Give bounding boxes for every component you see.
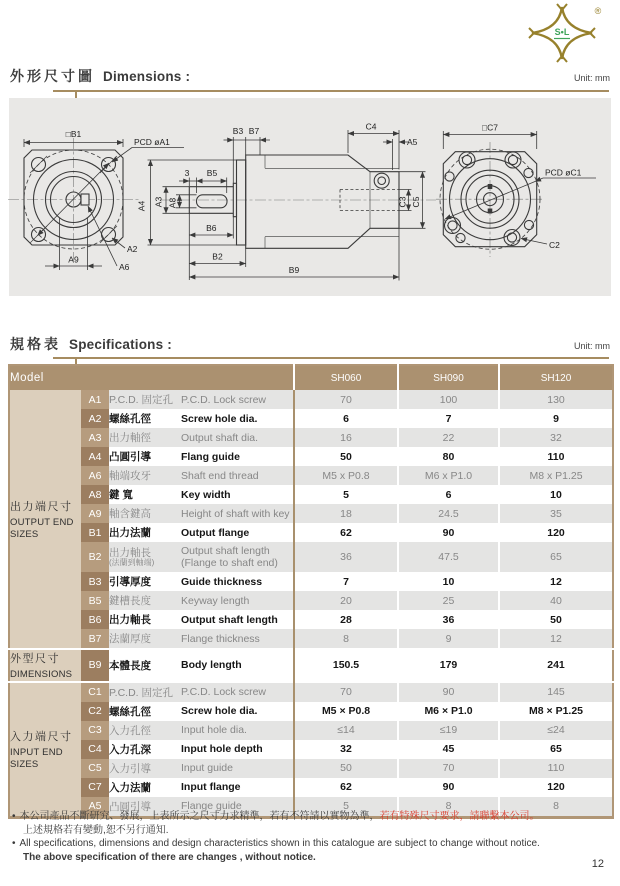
dim-label-a6: A6 bbox=[119, 262, 130, 272]
spec-row-b1 bbox=[9, 523, 613, 542]
value-sh120: 12 bbox=[499, 572, 613, 591]
row-label-zh: 出力軸徑 bbox=[109, 428, 181, 447]
value-sh090: 22 bbox=[398, 428, 499, 447]
value-sh090: 90 bbox=[398, 778, 499, 797]
spec-row-a1 bbox=[9, 390, 613, 409]
value-sh060: 8 bbox=[294, 629, 398, 649]
spec-row-b9 bbox=[9, 649, 613, 682]
row-label-en: Guide thickness bbox=[181, 572, 294, 591]
rear-view bbox=[436, 123, 596, 258]
dim-label-b9: B9 bbox=[288, 265, 300, 275]
spec-row-a4 bbox=[9, 447, 613, 466]
spec-row-b5 bbox=[9, 591, 613, 610]
row-code: A4 bbox=[81, 447, 109, 466]
value-sh120: 12 bbox=[499, 629, 613, 649]
value-sh060: 32 bbox=[294, 740, 398, 759]
value-sh120: 10 bbox=[499, 485, 613, 504]
spec-row-b2 bbox=[9, 542, 613, 572]
spec-row-c4 bbox=[9, 740, 613, 759]
row-label-zh: P.C.D. 固定孔 bbox=[109, 390, 181, 409]
row-label-zh: 鍵 寬 bbox=[109, 485, 181, 504]
value-sh060: 62 bbox=[294, 523, 398, 542]
dim-label-c2: C2 bbox=[549, 240, 560, 250]
row-label-zh: 引導厚度 bbox=[109, 572, 181, 591]
row-label-zh: 出力軸長 bbox=[109, 610, 181, 629]
spec-row-c7 bbox=[9, 778, 613, 797]
value-sh060: 36 bbox=[294, 542, 398, 572]
value-sh120: ≤24 bbox=[499, 721, 613, 740]
row-code: C3 bbox=[81, 721, 109, 740]
row-label-zh: 入力孔徑 bbox=[109, 721, 181, 740]
spec-row-b3 bbox=[9, 572, 613, 591]
value-sh060: 16 bbox=[294, 428, 398, 447]
row-label-zh: P.C.D. 固定孔 bbox=[109, 682, 181, 702]
value-sh090: 6 bbox=[398, 485, 499, 504]
row-label-en: Output shaft dia. bbox=[181, 428, 294, 447]
footer-notes bbox=[10, 810, 612, 864]
front-keyway bbox=[81, 194, 89, 205]
brand-logo bbox=[518, 2, 608, 64]
table-header-row bbox=[9, 365, 613, 390]
value-sh060: 18 bbox=[294, 504, 398, 523]
value-sh060: 5 bbox=[294, 797, 398, 818]
row-label-en: P.C.D. Lock screw bbox=[181, 390, 294, 409]
value-sh060: 70 bbox=[294, 682, 398, 702]
dim-label-b3: B3 bbox=[232, 126, 244, 136]
dim-label-a4: A4 bbox=[136, 200, 147, 212]
value-sh090: 25 bbox=[398, 591, 499, 610]
model-column-sh120: SH120 bbox=[499, 365, 613, 390]
dim-label-b1: □B1 bbox=[65, 129, 82, 139]
side-key-slot bbox=[197, 195, 228, 208]
value-sh120: 110 bbox=[499, 447, 613, 466]
note-zh-1: • 本公司產品不斷研究、發展，上表所示之尺寸力求精準，若有不符請以實物為準，若有特殊尺寸要求，請聯繫本公司。 bbox=[12, 811, 540, 822]
row-label-zh: 法蘭厚度 bbox=[109, 629, 181, 649]
value-sh060: 50 bbox=[294, 447, 398, 466]
row-code: B5 bbox=[81, 591, 109, 610]
value-sh060: 70 bbox=[294, 390, 398, 409]
dim-label-a2: A2 bbox=[127, 244, 138, 254]
value-sh120: 9 bbox=[499, 409, 613, 428]
brand-text: S•L bbox=[554, 27, 570, 37]
value-sh120: M8 × P1.25 bbox=[499, 702, 613, 721]
model-column-sh060: SH060 bbox=[294, 365, 398, 390]
dim-label-a9: A9 bbox=[68, 254, 79, 265]
row-code: B3 bbox=[81, 572, 109, 591]
value-sh060: 5 bbox=[294, 485, 398, 504]
spec-row-a8 bbox=[9, 485, 613, 504]
row-label-en: Input hole dia. bbox=[181, 721, 294, 740]
row-label-zh: 鍵槽長度 bbox=[109, 591, 181, 610]
value-sh120: 110 bbox=[499, 759, 613, 778]
row-code: C2 bbox=[81, 702, 109, 721]
model-header: Model bbox=[9, 365, 294, 390]
dim-label-b7: B7 bbox=[248, 126, 260, 136]
spec-row-c2 bbox=[9, 702, 613, 721]
dim-label-a8: A8 bbox=[167, 197, 178, 209]
row-label-en: Input guide bbox=[181, 759, 294, 778]
dim-label-a3: A3 bbox=[153, 196, 164, 208]
model-column-sh090: SH090 bbox=[398, 365, 499, 390]
group-output-end-sizes: 出力端尺寸 OUTPUT END SIZES bbox=[9, 390, 81, 649]
value-sh090: 90 bbox=[398, 523, 499, 542]
row-label-en: Screw hole dia. bbox=[181, 702, 294, 721]
row-label-zh: 凸圓引導 bbox=[109, 797, 181, 818]
value-sh120: 65 bbox=[499, 542, 613, 572]
value-sh090: ≤19 bbox=[398, 721, 499, 740]
row-label-en: Height of shaft with key bbox=[181, 504, 294, 523]
row-code: A5 bbox=[81, 797, 109, 818]
row-label-zh: 螺絲孔徑 bbox=[109, 702, 181, 721]
row-code: A3 bbox=[81, 428, 109, 447]
value-sh090: 10 bbox=[398, 572, 499, 591]
row-label-zh: 入力引導 bbox=[109, 759, 181, 778]
value-sh120: M8 x P1.25 bbox=[499, 466, 613, 485]
side-view bbox=[137, 122, 437, 281]
value-sh120: 120 bbox=[499, 778, 613, 797]
row-label-en: Output shaft length (Flange to shaft end) bbox=[181, 542, 294, 572]
row-label-zh: 凸圓引導 bbox=[109, 447, 181, 466]
row-code: B7 bbox=[81, 629, 109, 649]
dim-label-b5: B5 bbox=[206, 168, 218, 178]
specifications-table bbox=[8, 364, 614, 819]
row-label-en: Flang guide bbox=[181, 447, 294, 466]
spec-row-b7 bbox=[9, 629, 613, 649]
value-sh090: 45 bbox=[398, 740, 499, 759]
registered-mark: ® bbox=[594, 6, 602, 16]
row-label-en: Output shaft length bbox=[181, 610, 294, 629]
group-input-end-sizes: 入力端尺寸 INPUT END SIZES bbox=[9, 682, 81, 818]
value-sh060: 7 bbox=[294, 572, 398, 591]
rear-screw-holes bbox=[445, 152, 534, 246]
row-code: B1 bbox=[81, 523, 109, 542]
rear-keyway-top bbox=[488, 184, 493, 189]
value-sh090: 8 bbox=[398, 797, 499, 818]
row-label-en: Screw hole dia. bbox=[181, 409, 294, 428]
row-code: A6 bbox=[81, 466, 109, 485]
group-dimensions: 外型尺寸 DIMENSIONS bbox=[9, 649, 81, 682]
row-label-zh: 軸含鍵高 bbox=[109, 504, 181, 523]
row-code: A9 bbox=[81, 504, 109, 523]
row-code: C7 bbox=[81, 778, 109, 797]
value-sh120: 40 bbox=[499, 591, 613, 610]
specifications-title-zh: 規格表 bbox=[10, 336, 61, 352]
spec-row-b6 bbox=[9, 610, 613, 629]
value-sh060: M5 x P0.8 bbox=[294, 466, 398, 485]
value-sh090: 80 bbox=[398, 447, 499, 466]
row-label-en: Input flange bbox=[181, 778, 294, 797]
value-sh120: 8 bbox=[499, 797, 613, 818]
spec-row-c3 bbox=[9, 721, 613, 740]
value-sh060: 150.5 bbox=[294, 649, 398, 682]
specifications-heading bbox=[10, 334, 610, 356]
value-sh090: M6 x P1.0 bbox=[398, 466, 499, 485]
spec-row-a9 bbox=[9, 504, 613, 523]
row-label-en: Keyway length bbox=[181, 591, 294, 610]
value-sh090: 179 bbox=[398, 649, 499, 682]
row-label-en: P.C.D. Lock screw bbox=[181, 682, 294, 702]
dim-label-c5: C5 bbox=[411, 196, 421, 208]
value-sh090: 47.5 bbox=[398, 542, 499, 572]
dim-label-b6: B6 bbox=[206, 223, 217, 233]
row-label-zh: 出力法蘭 bbox=[109, 523, 181, 542]
value-sh120: 130 bbox=[499, 390, 613, 409]
spec-row-a6 bbox=[9, 466, 613, 485]
value-sh090: 100 bbox=[398, 390, 499, 409]
row-label-zh: 軸端攻牙 bbox=[109, 466, 181, 485]
note-zh-2: 上述規格若有變動,恕不另行通知. bbox=[23, 824, 169, 836]
value-sh120: 241 bbox=[499, 649, 613, 682]
heading-rule-2 bbox=[53, 357, 609, 359]
value-sh060: 62 bbox=[294, 778, 398, 797]
value-sh090: 7 bbox=[398, 409, 499, 428]
value-sh120: 120 bbox=[499, 523, 613, 542]
value-sh120: 50 bbox=[499, 610, 613, 629]
row-label-zh: 入力法蘭 bbox=[109, 778, 181, 797]
value-sh120: 32 bbox=[499, 428, 613, 447]
value-sh120: 65 bbox=[499, 740, 613, 759]
value-sh090: 70 bbox=[398, 759, 499, 778]
value-sh120: 35 bbox=[499, 504, 613, 523]
dimensions-title-zh: 外形尺寸圖 bbox=[10, 68, 95, 84]
row-label-zh: 本體長度 bbox=[109, 649, 181, 682]
row-label-en: Body length bbox=[181, 649, 294, 682]
value-sh060: 6 bbox=[294, 409, 398, 428]
value-sh060: ≤14 bbox=[294, 721, 398, 740]
value-sh060: 20 bbox=[294, 591, 398, 610]
row-label-en: Output flange bbox=[181, 523, 294, 542]
unit-label: Unit: mm bbox=[574, 73, 610, 83]
page-number: 12 bbox=[591, 858, 604, 870]
row-code: A2 bbox=[81, 409, 109, 428]
row-label-en: Key width bbox=[181, 485, 294, 504]
value-sh090: M6 × P1.0 bbox=[398, 702, 499, 721]
note-en-1: • All specifications, dimensions and design characteristics shown in this catalogue are subject to change without notice. bbox=[12, 838, 540, 849]
dim-label-pcd-c1: PCD øC1 bbox=[545, 167, 582, 178]
row-label-en: Input hole depth bbox=[181, 740, 294, 759]
row-label-zh: 出力軸長 (法蘭到軸端) bbox=[109, 542, 181, 572]
rear-keyway-bottom bbox=[488, 209, 493, 214]
row-code: C4 bbox=[81, 740, 109, 759]
row-label-zh: 入力孔深 bbox=[109, 740, 181, 759]
row-label-zh: 螺絲孔徑 bbox=[109, 409, 181, 428]
side-body bbox=[246, 155, 399, 248]
row-code: B6 bbox=[81, 610, 109, 629]
row-code: B2 bbox=[81, 542, 109, 572]
row-code: C1 bbox=[81, 682, 109, 702]
dimensions-title-en: Dimensions : bbox=[103, 69, 191, 84]
value-sh090: 9 bbox=[398, 629, 499, 649]
dim-label-3: 3 bbox=[184, 168, 190, 178]
side-output-flange bbox=[237, 160, 246, 245]
value-sh090: 90 bbox=[398, 682, 499, 702]
row-label-en: Flange guide bbox=[181, 797, 294, 818]
row-code: B9 bbox=[81, 649, 109, 682]
spec-row-c5 bbox=[9, 759, 613, 778]
dim-label-a5: A5 bbox=[407, 137, 418, 147]
value-sh060: 50 bbox=[294, 759, 398, 778]
note-zh-red: 若有特殊尺寸要求，請聯繫本公司。 bbox=[379, 811, 540, 822]
value-sh060: 28 bbox=[294, 610, 398, 629]
unit-label-2: Unit: mm bbox=[574, 341, 610, 351]
value-sh060: M5 × P0.8 bbox=[294, 702, 398, 721]
specifications-title-en: Specifications : bbox=[69, 337, 172, 352]
dim-label-c4: C4 bbox=[365, 121, 377, 132]
dim-label-b2: B2 bbox=[212, 251, 223, 262]
row-label-en: Flange thickness bbox=[181, 629, 294, 649]
row-code: C5 bbox=[81, 759, 109, 778]
spec-row-c1 bbox=[9, 682, 613, 702]
technical-drawing bbox=[8, 118, 612, 296]
row-code: A1 bbox=[81, 390, 109, 409]
row-label-en: Shaft end thread bbox=[181, 466, 294, 485]
value-sh090: 24.5 bbox=[398, 504, 499, 523]
spec-row-a2 bbox=[9, 409, 613, 428]
heading-rule bbox=[53, 90, 609, 92]
spec-row-a3 bbox=[9, 428, 613, 447]
dim-label-c7: □C7 bbox=[482, 122, 498, 133]
dim-label-pcd-a1: PCD øA1 bbox=[134, 137, 170, 147]
dim-label-c3: C3 bbox=[397, 196, 408, 208]
note-en-2: The above specification of there are changes , without notice. bbox=[23, 851, 316, 863]
row-code: A8 bbox=[81, 485, 109, 504]
value-sh120: 145 bbox=[499, 682, 613, 702]
value-sh090: 36 bbox=[398, 610, 499, 629]
dimensions-heading bbox=[10, 66, 610, 88]
